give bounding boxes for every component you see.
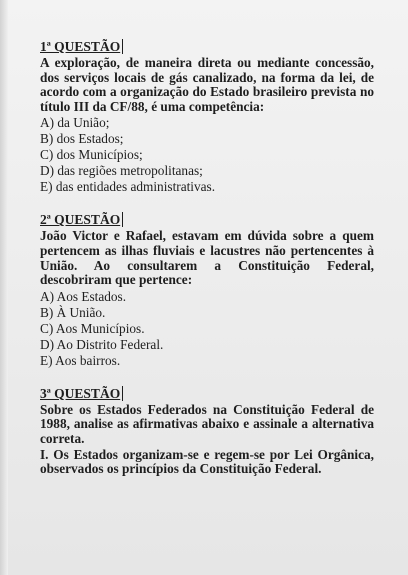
question-1-statement: A exploração, de maneira direta ou mediante concessão, dos serviços locais de gás canalizado, na forma da lei, de acordo com a organização do Estado brasileiro prevista no título III da CF/88, é uma competência: [40,55,374,114]
question-2-statement: João Victor e Rafael, estavam em dúvida sobre a quem pertencem as ilhas fluviais e lacustres não pertencentes à União. Ao consultarem a Constituição Federal, descobriram que pertence: [40,228,374,288]
question-3-title: 3ª QUESTÃO [40,386,123,401]
question-2-title: 2ª QUESTÃO [40,212,123,227]
question-1 [40,38,374,195]
option-b: B) À União. [40,304,106,320]
option-e: E) Aos bairros. [40,352,121,368]
question-3-statement: Sobre os Estados Federados na Constituição Federal de 1988, analise as afirmativas abaixo e assinale a alternativa correta. [40,401,374,446]
option-d: D) Ao Distrito Federal. [40,336,164,352]
option-c: C) dos Municípios; [40,147,143,163]
question-2 [40,211,374,368]
option-b: B) dos Estados; [40,131,124,147]
question-1-title: 1ª QUESTÃO [40,39,123,54]
question-3 [40,385,374,477]
option-e: E) das entidades administrativas. [40,179,216,195]
option-c: C) Aos Municípios. [40,320,145,336]
option-d: D) das regiões metropolitanas; [40,163,203,179]
question-1-options [40,115,374,195]
question-2-options [40,289,374,369]
option-a: A) da União; [40,115,110,131]
question-3-item-i: I. Os Estados organizam-se e regem-se por Lei Orgânica, observados os princípios da Constituição Federal. [40,446,374,477]
option-a: A) Aos Estados. [40,288,127,304]
